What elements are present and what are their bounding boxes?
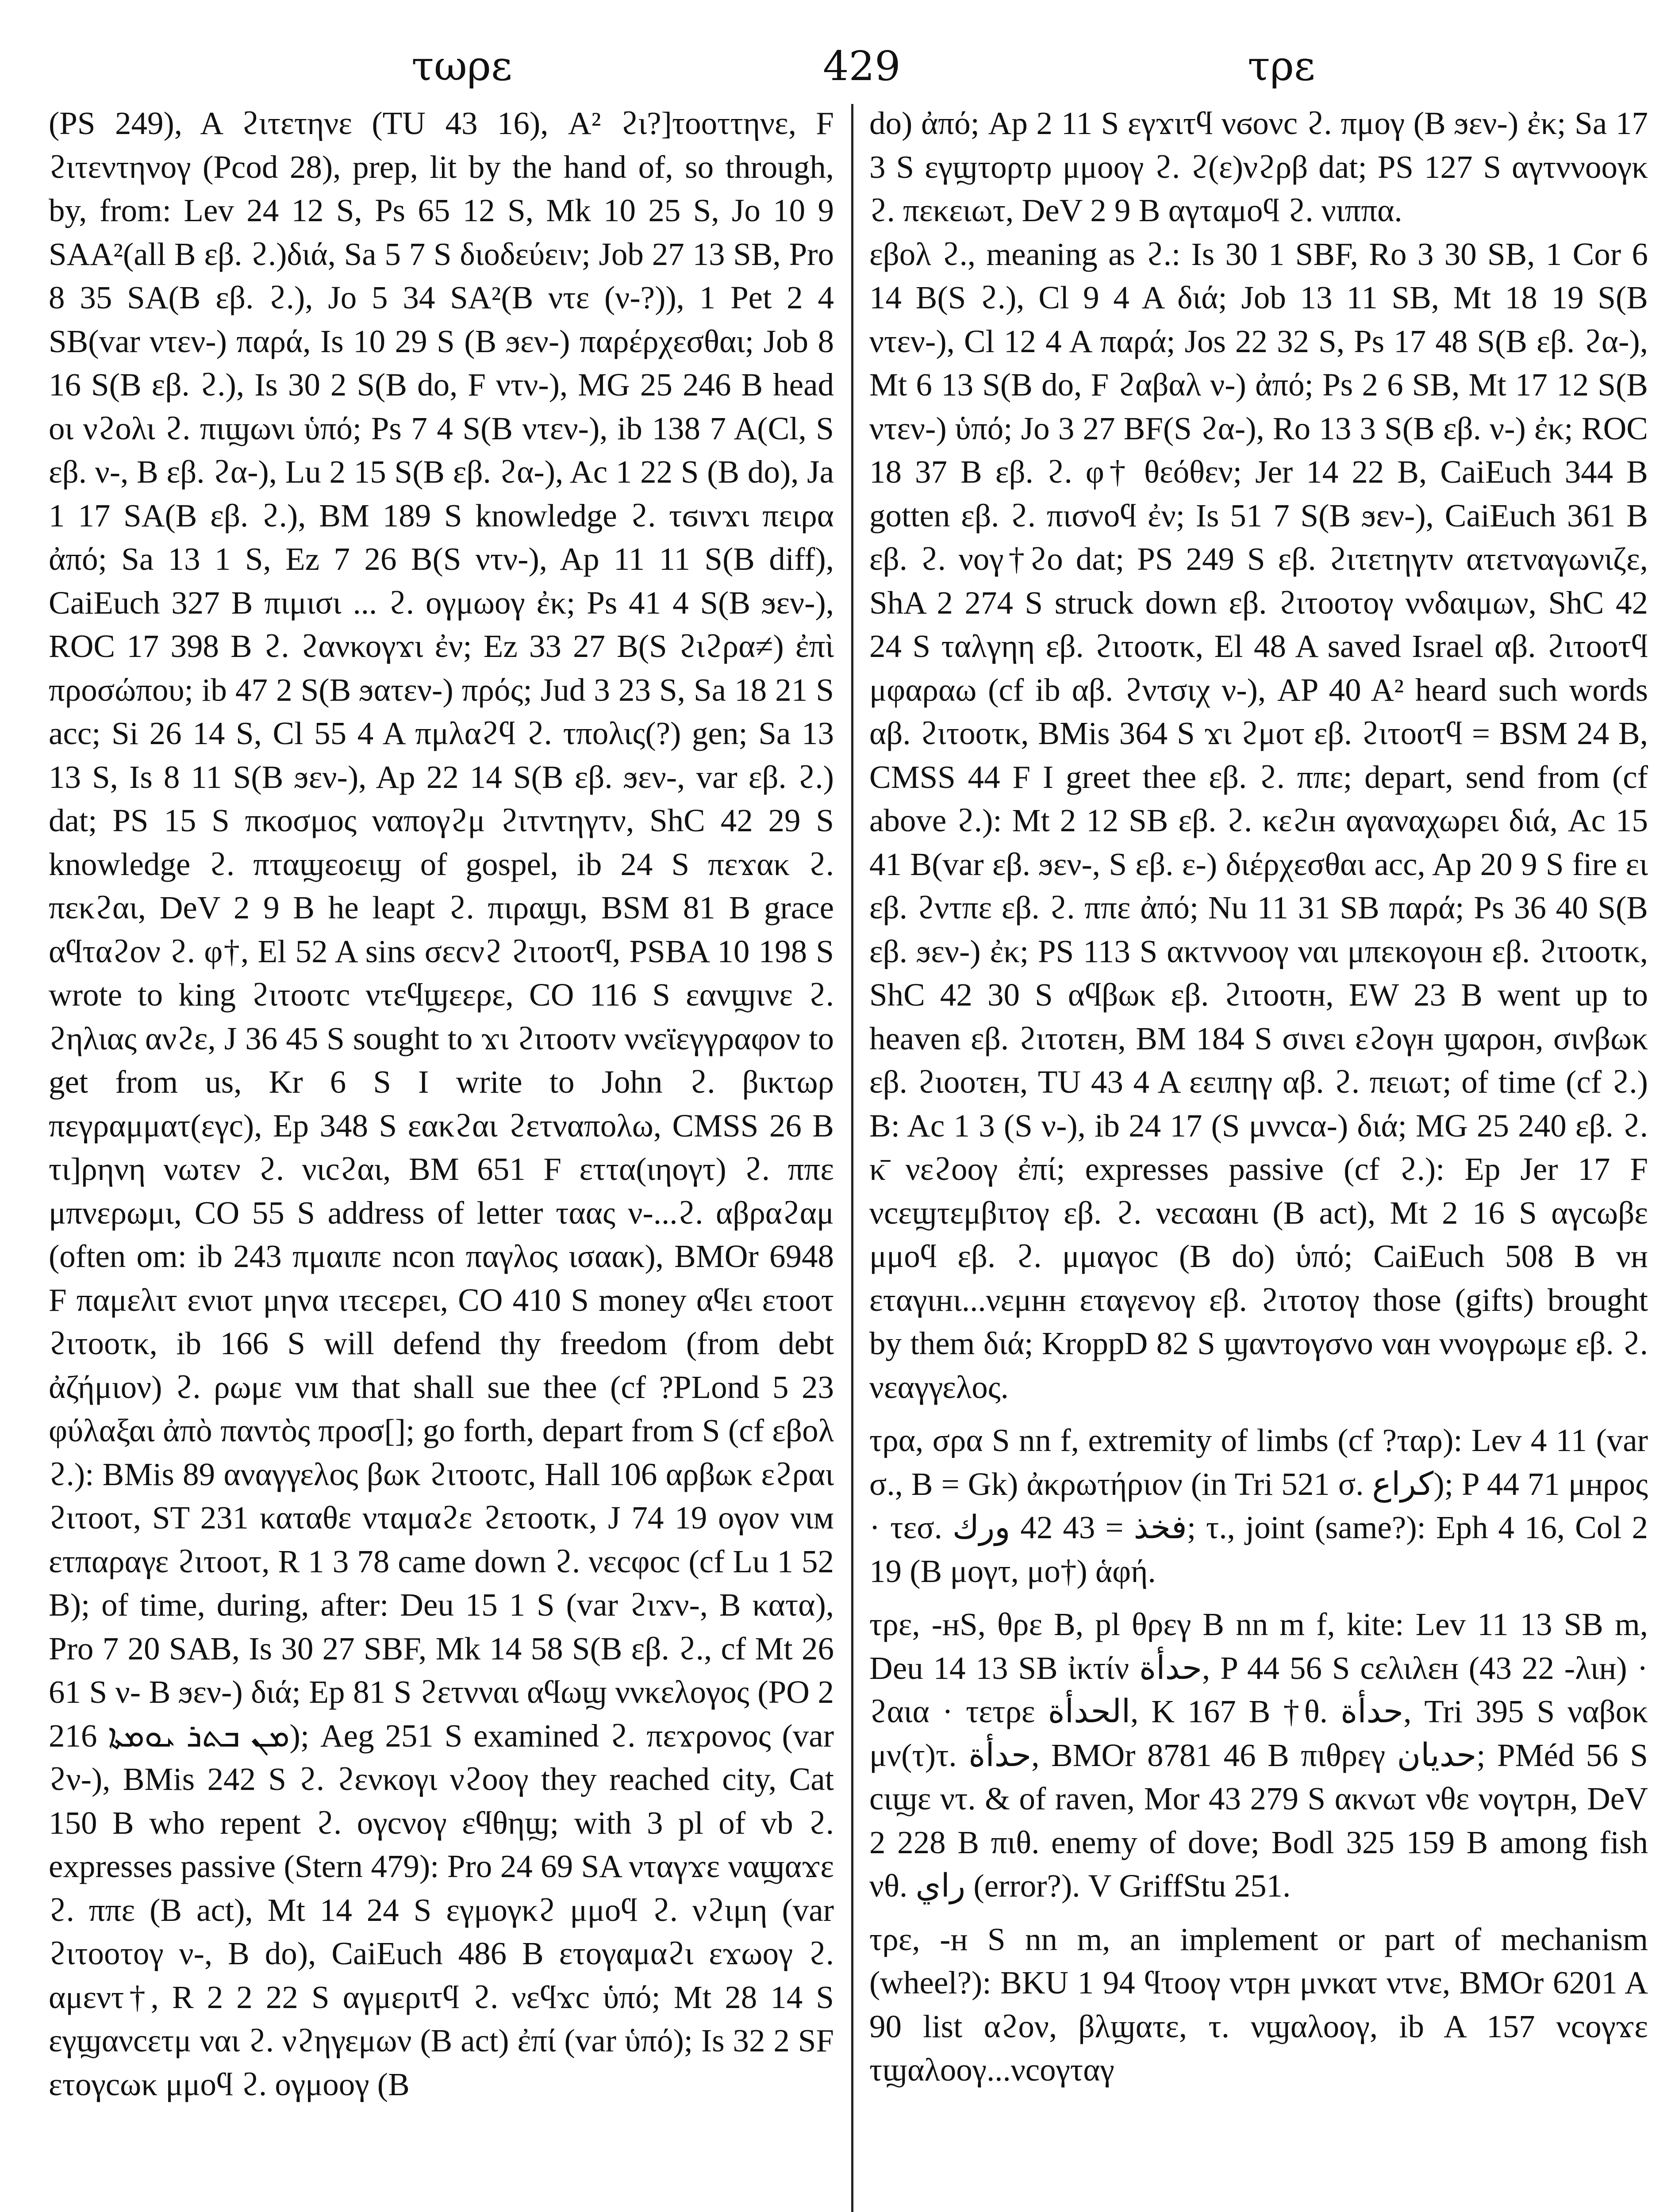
entry-tra: τρα, σρα S nn f, extremity of limbs (cf ?ταρ): Lev 4 11 (var σ., B = Gk) ἀκρωτήριον (in Tri 521 σ. كراع); P 44 71 μнρος · τεσ. فخذ = 43 42 ورك; τ., joint (same?): Eph 4 16, Col 2 19 (B μογτ, μο†) ἁφή. <box>869 1422 1648 1589</box>
right-column <box>869 102 1648 2092</box>
left-column <box>49 102 834 2106</box>
entry-continuation: do) ἀπό; Ap 2 11 S εγϫιτϥ νϭονс ϩ. πμογ (B ϧεν-) ἐκ; Sa 17 3 S εγϣτορτρ μμοογ ϩ. ϩ(ε)νϩρβ dat; PS 127 S αγτννοογκ ϩ. πεκειωτ, DeV 2 9 B αγταμοϥ ϩ. νιππα. <box>869 105 1648 228</box>
entry-tre-kite: τρε, -нS, θρε B, pl θρεγ B nn m f, kite: Lev 11 13 SB m, Deu 14 13 SB ἰκτίν حدأة, P 44 56 S сελιλεн (43 22 -λιн) · ϩαια · τετρε الحدأة, K 167 B †θ. حدأة, Tri 395 S ναβοκ μν(τ)τ. حدأة, BMOr 8781 46 B πιθρεγ حديان; PMéd 56 S сιϣε ντ. & of raven, Mor 43 279 S ακνωτ νθε νογτρн, DeV 2 228 B πιθ. enemy of dove; Bodl 325 159 B among fish νθ. راي (error?). V GriffStu 251. <box>869 1606 1648 1904</box>
entry-tre-implement: τρε, -н S nn m, an implement or part of mechanism (wheel?): BKU 1 94 ϥτοογ ντρн μνκατ ντνε, BMOr 6201 A 90 list αϩον, βλϣατε, τ. νϣαλοογ, ib A 157 νсογϫε τϣαλοογ...νсογταγ <box>869 1921 1648 2088</box>
left-guide-word: τωρε <box>411 42 512 90</box>
page-number: 429 <box>823 42 901 90</box>
left-column-entry: (PS 249), A ϩιτετηνε (TU 43 16), A² ϩι?]τοοττηνε, F ϩιτεντηνογ (Pcod 28), prep, lit by the hand of, so through, by, from: Lev 24 12 S, Ps 65 12 S, Mk 10 25 S, Jo 10 9 SAA²(all B εβ. ϩ.)διά, Sa 5 7 S διοδεύειν; Job 27 13 SB, Pro 8 35 SA(B εβ. ϩ.), Jo 5 34 SA²(B ντε (ν-?)), 1 Pet 2 4 SB(var ντεν-) παρά, Is 10 29 S (B ϧεν-) παρέρχεσθαι; Job 8 16 S(B εβ. ϩ.), Is 30 2 S(B do, F ντν-), MG 25 246 B head οι νϩολι ϩ. πιϣωνι ὑπό; Ps 7 4 S(B ντεν-), ib 138 7 A(Cl, S εβ. ν-, B εβ. ϩα-), Lu 2 15 S(B εβ. ϩα-), Ac 1 22 S (B do), Ja 1 17 SA(B εβ. ϩ.), BM 189 S knowledge ϩ. τϭινϫι πειρα ἀπό; Sa 13 1 S, Ez 7 26 B(S ντν-), Ap 11 11 S(B diff), CaiEuch 327 B πιμισι ... ϩ. ογμωογ ἐκ; Ps 41 4 S(B ϧεν-), ROC 17 398 B ϩ. ϩανκογϫι ἐν; Ez 33 27 B(S ϩιϩρα≠) ἐπὶ προσώπου; ib 47 2 S(B ϧατεν-) πρός; Jud 3 23 S, Sa 18 21 S acc; Si 26 14 S, Cl 55 4 A πμλαϩϥ ϩ. τπολις(?) gen; Sa 13 13 S, Is 8 11 S(B ϧεν-), Ap 22 14 S(B εβ. ϧεν-, var εβ. ϩ.) dat; PS 15 S πκοσμος ναπογϩμ ϩιτντηγτν, ShC 42 29 S knowledge ϩ. πταϣεοειϣ of gospel, ib 24 S πεϫακ ϩ. πεκϩαι, DeV 2 9 B he leapt ϩ. πιραϣι, BSM 81 B grace αϥταϩον ϩ. φ†, El 52 A sins σεсνϩ ϩιτοοτϥ, PSBA 10 198 S wrote to king ϩιτοοτс ντεϥϣεερε, CO 116 S εανϣινε ϩ. ϩηλιας ανϩε, J 36 45 S sought to ϫι ϩιτοοτν ννεϊεγγραφον to get from us, Kr 6 S I write to John ϩ. βικτωρ πεγραμματ(εγс), Ep 348 S εακϩαι ϩετναπολω, CMSS 26 B τι]ρηνη νωτεν ϩ. νιсϩαι, BM 651 F εττα(ιηογτ) ϩ. ππε μπνερωμι, CO 55 S address of letter ταας ν-...ϩ. αβραϩαμ (often om: ib 243 πμαιπε ncon παγλος ισαακ), BMOr 6948 F παμελιτ ενιοτ μηνα ιτεсερει, CO 410 S money αϥει ετοοτ ϩιτοοτκ, ib 166 S will defend thy freedom (from debt ἀζήμιον) ϩ. ρωμε νιм that shall sue thee (cf ?PLond 5 23 φύλαξαι ἀπὸ παντὸς προσ[]; go forth, depart from S (cf εβολ ϩ.): BMis 89 αναγγελος βωκ ϩιτοοτс, Hall 106 αρβωκ εϩραι ϩιτοοτ, ST 231 καταθε νταμαϩε ϩετοοτκ, J 74 19 ογον νιм ετπαραγε ϩιτοοτ, R 1 3 78 came down ϩ. νεсφοс (cf Lu 1 52 B); of time, during, after: Deu 15 1 S (var ϩιϫν-, B κατα), Pro 7 20 SAB, Is 30 27 SBF, Mk 14 58 S(B εβ. ϩ., cf Mt 26 61 S ν- B ϧεν-) διά; Ep 81 S ϩετνναι αϥωϣ ννκελογος (PO 2 216 ܡܢ ܒܬܪ ܝܘܡܬܐ); Aeg 251 S examined ϩ. πεϫρονος (var ϩν-), BMis 242 S ϩ. ϩενκογι νϩοογ they reached city, Cat 150 B who repent ϩ. ογсνογ εϥθηϣ; with 3 pl of vb ϩ. expresses passive (Stern 479): Pro 24 69 SA νταγϫε ναϣαϫε ϩ. ππε (B act), Mt 14 24 S εγμογκϩ μμοϥ ϩ. νϩιμη (var ϩιτοοτογ ν-, B do), CaiEuch 486 B ετογαμαϩι εϫωογ ϩ. αμεντ†, R 2 2 22 S αγμεριτϥ ϩ. νεϥϫc ὑπό; Mt 28 14 S εγϣανсετμ ναι ϩ. νϩηγεμων (B act) ἐπί (var ὑπό); Is 32 2 SF ετογсωκ μμοϥ ϩ. ογμοογ (B <box>49 105 834 2102</box>
entry-ebol-ho: εβολ ϩ., meaning as ϩ.: Is 30 1 SBF, Ro 3 30 SB, 1 Cor 6 14 B(S ϩ.), Cl 9 4 A διά; Job 13 11 SB, Mt 18 19 S(B ντεν-), Cl 12 4 A παρά; Jos 22 32 S, Ps 17 48 S(B εβ. ϩα-), Mt 6 13 S(B do, F ϩαβαλ ν-) ἀπό; Ps 2 6 SB, Mt 17 12 S(B ντεν-) ὑπό; Jo 3 27 BF(S ϩα-), Ro 13 3 S(B εβ. ν-) ἐκ; ROC 18 37 B εβ. ϩ. φ† θεόθεν; Jer 14 22 B, CaiEuch 344 B gotten εβ. ϩ. πισνοϥ ἐν; Is 51 7 S(B ϧεν-), CaiEuch 361 B εβ. ϩ. νογ†ϩο dat; PS 249 S εβ. ϩιτετηγτν ατετναγωνιζε, ShA 2 274 S struck down εβ. ϩιτοοτογ ννδαιμων, ShC 42 24 S ταλγηη εβ. ϩιτοοτκ, El 48 A saved Israel αβ. ϩιτοοτϥ μφαραω (cf ib αβ. ϩντσιχ ν-), AP 40 A² heard such words αβ. ϩιτοοτκ, BMis 364 S ϫι ϩμοτ εβ. ϩιτοοτϥ = BSM 24 B, CMSS 44 F I greet thee εβ. ϩ. ππε; depart, send from (cf above ϩ.): Mt 2 12 SB εβ. ϩ. κεϩιн αγαναχωρει διά, Ac 15 41 B(var εβ. ϧεν-, S εβ. ε-) διέρχεσθαι acc, Ap 20 9 S fire ει εβ. ϩντπε εβ. ϩ. ππε ἀπό; Nu 11 31 SB παρά; Ps 36 40 S(B εβ. ϧεν-) ἐκ; PS 113 S ακτννοογ ναι μπεκογοιн εβ. ϩιτοοτκ, ShC 42 30 S αϥβωκ εβ. ϩιτοοτн, EW 23 B went up to heaven εβ. ϩιτοτεн, BM 184 S σινει εϩογн ϣαροн, σινβωκ εβ. ϩιοοτεн, TU 43 4 A εειπηγ αβ. ϩ. πειωτ; of time (cf ϩ.) B: Ac 1 3 (S ν-), ib 24 17 (S μννсα-) διά; MG 25 240 εβ. ϩ. κ̄ νεϩοογ ἐπί; expresses passive (cf ϩ.): Ep Jer 17 F νсεϣτεμβιτογ εβ. ϩ. νεсααнι (B act), Mt 2 16 S αγсωβε μμοϥ εβ. ϩ. μμαγοс (B do) ὑπό; CaiEuch 508 B νн εταγιнι...νεμнн εταγενογ εβ. ϩιτοτογ those (gifts) brought by them διά; KroppD 82 S ϣανтογσνο ναн ννογρωμε εβ. ϩ. νεαγγελος. <box>869 236 1648 1405</box>
right-guide-word: τρε <box>1248 42 1315 90</box>
column-divider <box>851 104 853 2212</box>
running-header <box>0 42 1667 104</box>
